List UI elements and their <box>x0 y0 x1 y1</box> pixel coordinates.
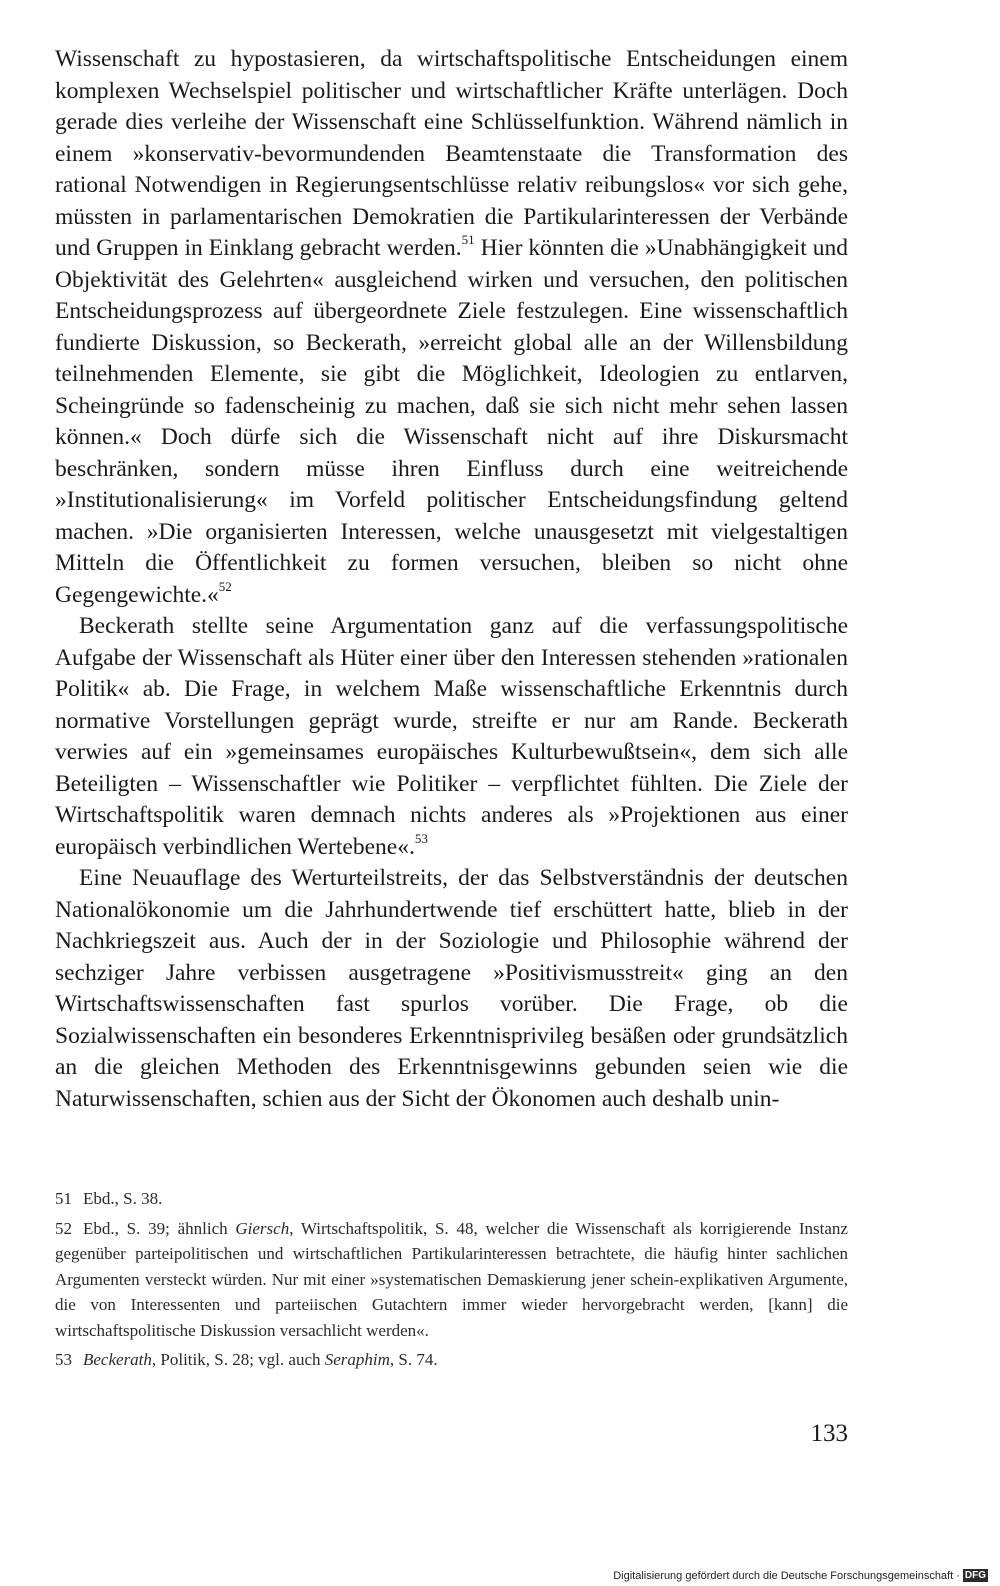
credit-text: Digitalisierung gefördert durch die Deutsche Forschungsgemeinschaft · <box>613 1569 960 1582</box>
footnote-53 <box>55 1347 848 1373</box>
footnote-ref: 53 <box>414 830 428 846</box>
footnote-51 <box>55 1186 848 1212</box>
author-name: Beckerath <box>83 1350 152 1369</box>
paragraph-text: Beckerath stellte seine Argumentation ganz auf die verfassungspolitische Aufgabe der Wissenschaft als Hüter einer über den Interessen stehenden »rationalen Politik« ab. Die Frage, in welchem Maße wissenschaftliche Erkenntnis durch normative Vorstellungen geprägt wurde, streifte er nur am Rande. Beckerath verwies auf ein »gemeinsames europäisches Kulturbewußtsein«, dem sich alle Beteiligten – Wissenschaftler wie Politiker – verpflichtet fühlten. Die Ziele der Wirtschaftspolitik waren demnach nichts anderes als »Projektionen aus einer europäisch verbindlichen Wertebene«. <box>55 613 848 860</box>
author-name: Giersch <box>235 1218 290 1238</box>
footnote-ref: 51 <box>461 232 475 248</box>
paragraph <box>55 863 848 1115</box>
paragraph-text: Wissenschaft zu hypostasieren, da wirtschaftspolitische Entscheidungen einem komplexen Wechselspiel politischer und wirtschaftlicher Kräfte unterlägen. Doch gerade dies verleihe der Wissenschaft eine Schlüsselfunktion. Während nämlich in einem »konservativ-bevormundenden Beamtenstaate die Transformation des rational Notwendigen in Regierungsentschlüsse relativ reibungslos« vor sich gehe, müssten in parlamentarischen Demokratien die Partikularinteressen der Verbände und Gruppen in Einklang gebracht werden. <box>55 46 848 261</box>
paragraph-text: Hier könnten die »Unabhängigkeit und Objektivität des Gelehrten« ausgleichend wirken und versuchen, den politischen Entscheidungsprozess auf übergeordnete Ziele festzulegen. Eine wissenschaftlich fundierte Diskussion, so Beckerath, »erreicht global alle an der Willensbildung teilnehmenden Elemente, sie gibt die Möglichkeit, Ideologien zu entlarven, Scheingründe so fadenscheinig zu machen, daß sie sich nicht mehr sehen lassen können.« Doch dürfe sich die Wissenschaft nicht auf ihre Diskursmacht beschränken, sondern müsse ihren Einfluss durch eine weitreichende »Institutionalisierung« im Vorfeld politischer Entscheidungsfindung geltend machen. »Die organisierten Interessen, welche unausgesetzt mit vielgestaltigen Mitteln die Öffentlichkeit zu formen versuchen, bleiben so nicht ohne Gegengewichte.« <box>55 235 848 608</box>
footnote-text: , Wirtschaftspolitik, S. 48, welcher die Wissenschaft als korrigierende Instanz gegenüber parteipolitischen und wirtschaftlichen Partikularinteressen betrachtete, die häufig hinter sachlichen Argumenten versteckt würden. Nur mit einer »systematischen Demaskierung jener schein-explikativen Argumente, die von Interessenten und parteiischen Gutachtern immer wieder hervorgebracht werden, [kann] die wirtschaftspolitische Diskussion versachlicht werden«. <box>55 1218 848 1340</box>
page-number: 133 <box>810 1420 848 1447</box>
paragraph <box>55 44 848 611</box>
footnote-52 <box>55 1216 848 1344</box>
digitization-credit <box>613 1569 988 1582</box>
footnote-ref: 52 <box>218 578 232 594</box>
author-name: Seraphim <box>324 1350 390 1369</box>
dfg-logo: DFG <box>964 1570 986 1581</box>
footnote-text: Ebd., S. 39; ähnlich <box>83 1218 236 1238</box>
footnote-text: Ebd., S. 38. <box>83 1189 163 1208</box>
footnote-number: 51 <box>55 1189 72 1208</box>
footnote-text: , Politik, S. 28; vgl. auch <box>151 1350 325 1369</box>
footnote-text: , S. 74. <box>389 1350 438 1369</box>
paragraph <box>55 611 848 863</box>
footnotes <box>55 1186 848 1377</box>
footnote-number: 52 <box>55 1218 72 1238</box>
footnote-number: 53 <box>55 1350 72 1369</box>
main-text <box>55 44 848 1115</box>
paragraph-text: Eine Neuauflage des Werturteilstreits, der das Selbstverständnis der deutschen Nationalökonomie um die Jahrhundertwende tief erschüttert hatte, blieb in der Nachkriegszeit aus. Auch der in der Soziologie und Philosophie während der sechziger Jahre verbissen ausgetragene »Positivismusstreit« ging an den Wirtschaftswissenschaften fast spurlos vorüber. Die Frage, ob die Sozialwissenschaften ein besonderes Erkenntnisprivileg besäßen oder grundsätzlich an die gleichen Methoden des Erkenntnisgewinns gebunden seien wie die Naturwissenschaften, schien aus der Sicht der Ökonomen auch deshalb unin- <box>55 865 848 1112</box>
